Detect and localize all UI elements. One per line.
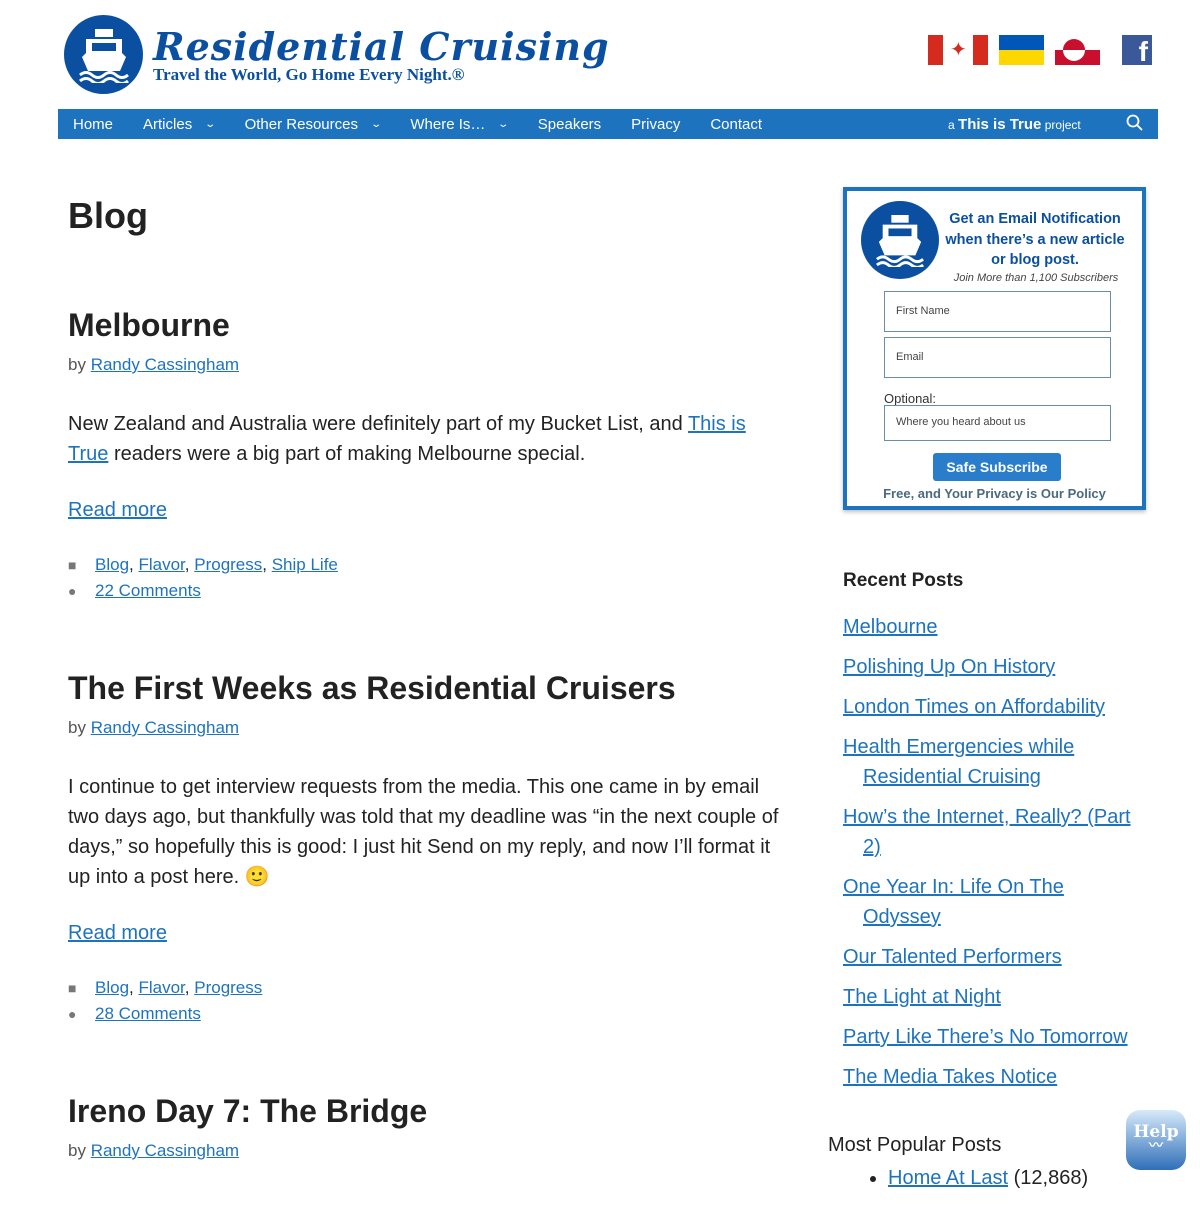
recent-post-link[interactable]: The Media Takes Notice — [843, 1066, 1058, 1088]
view-count: (12,868) — [1013, 1167, 1089, 1189]
nav-where-is[interactable] — [395, 109, 522, 139]
recent-post-link[interactable]: The Light at Night — [843, 986, 1001, 1008]
author-link[interactable]: Randy Cassingham — [90, 355, 240, 374]
recent-post-link[interactable]: London Times on Affordability — [843, 696, 1106, 718]
search-icon[interactable] — [1126, 114, 1144, 136]
nav-label: Other Resources — [244, 115, 358, 133]
nav-speakers[interactable] — [523, 109, 616, 139]
category-link[interactable]: Progress — [194, 978, 263, 997]
nav-label: Speakers — [537, 115, 602, 133]
byline-label: by — [68, 718, 86, 737]
nav-label: Home — [73, 115, 114, 133]
post — [68, 1091, 788, 1161]
email-input[interactable]: Email — [884, 337, 1111, 378]
maple-leaf-icon: ✦ — [950, 39, 967, 61]
ship-icon — [64, 15, 143, 94]
facebook-icon[interactable]: f — [1122, 35, 1152, 65]
folder-icon: ■ — [68, 557, 77, 573]
list-item — [888, 1163, 1088, 1193]
recent-post-link[interactable]: One Year In: Life On The Odyssey — [843, 876, 1064, 928]
nav-contact[interactable] — [695, 109, 777, 139]
heard-about-input[interactable]: Where you heard about us — [884, 405, 1111, 441]
nav-label: Where Is… — [410, 115, 486, 133]
signup-heading: Get an Email Notification when there’s a new article or blog post. — [945, 211, 1125, 268]
canada-flag-link[interactable] — [928, 35, 988, 65]
logo-title: Residential Cruising — [153, 23, 610, 69]
safe-subscribe-button[interactable]: Safe Subscribe — [933, 453, 1061, 481]
read-more-link[interactable]: Read more — [68, 499, 167, 521]
ukraine-flag-link[interactable] — [999, 35, 1044, 65]
email-signup-widget — [843, 187, 1146, 510]
nav-label: Articles — [143, 115, 193, 133]
help-button[interactable]: Help 〰 — [1126, 1110, 1186, 1170]
nav-other-resources[interactable] — [230, 109, 396, 139]
first-name-input[interactable]: First Name — [884, 291, 1111, 332]
folder-icon: ■ — [68, 980, 77, 996]
main-content — [68, 195, 788, 1221]
post: The First Weeks as Residential Cruisers by Randy Cassingham I continue to get interview requests from the media. This one came in by email two days ago, but thankfully was told that my deadline was “in the next couple of days,” so hopefully this is good: I just hit Send on my reply, and now I’ll format it up into a post here. 🙂 Read more ■ Blog, Flavor, Progress ● 28 Comments — [68, 668, 788, 1027]
post: Melbourne by Randy Cassingham New Zealand and Australia were definitely part of my Bucket List, and This is True readers were a big part of making Melbourne special. Read more ■ Blog, Flavor, Progress, Ship Life ● 22 Comments — [68, 305, 788, 604]
chevron-down-icon: ⌄ — [370, 118, 383, 130]
nav-articles[interactable] — [128, 109, 230, 139]
category-link[interactable]: Progress — [194, 555, 263, 574]
ship-icon — [861, 201, 939, 279]
post-title-link[interactable]: Ireno Day 7: The Bridge — [68, 1093, 428, 1129]
recent-posts-title: Recent Posts — [843, 570, 964, 591]
comments-link[interactable]: 22 Comments — [95, 581, 201, 600]
byline-label: by — [68, 1141, 86, 1160]
post-excerpt: I continue to get interview requests from the media. This one came in by email two days ago, but thankfully was told that my deadline was “in the next couple of days,” so hopefully this is good: I just hit Send on my reply, and now I’ll format it up into a post here. 🙂 — [68, 776, 779, 888]
popular-posts-title: Most Popular Posts — [828, 1134, 1002, 1156]
greenland-flag-link[interactable] — [1055, 35, 1100, 65]
popular-post-link[interactable]: Home At Last — [888, 1167, 1009, 1189]
author-link[interactable]: Randy Cassingham — [90, 1141, 240, 1160]
recent-post-link[interactable]: Health Emergencies while Residential Cruising — [843, 736, 1075, 788]
this-is-true-link[interactable]: This is True — [68, 413, 746, 465]
nav-label: Contact — [710, 115, 763, 133]
category-link[interactable]: Blog — [95, 978, 130, 997]
main-nav — [58, 109, 1158, 139]
post-title-link[interactable]: Melbourne — [68, 307, 230, 343]
category-link[interactable]: Blog — [95, 555, 130, 574]
recent-post-link[interactable]: Polishing Up On History — [843, 656, 1056, 678]
category-link[interactable]: Flavor — [138, 555, 185, 574]
popular-posts-widget — [828, 1134, 1088, 1193]
recent-post-link[interactable]: Melbourne — [843, 616, 938, 638]
author-link[interactable]: Randy Cassingham — [90, 718, 240, 737]
chevron-down-icon: ⌄ — [204, 118, 217, 130]
privacy-note: Free, and Your Privacy is Our Policy — [883, 486, 1106, 501]
recent-posts-widget — [843, 570, 1163, 1102]
post-title-link[interactable]: The First Weeks as Residential Cruisers — [68, 670, 676, 706]
signup-subheading: Join More than 1,100 Subscribers — [953, 272, 1119, 284]
recent-post-link[interactable]: Our Talented Performers — [843, 946, 1062, 968]
category-link[interactable]: Flavor — [138, 978, 185, 997]
optional-label: Optional: — [884, 391, 937, 406]
comments-icon: ● — [68, 583, 77, 599]
page-title: Blog — [68, 195, 148, 236]
post-excerpt: New Zealand and Australia were definitely part of my Bucket List, and This is True readers were a big part of making Melbourne special. — [68, 413, 746, 465]
logo-tagline: Travel the World, Go Home Every Night.® — [153, 64, 465, 84]
nav-home[interactable] — [58, 109, 128, 139]
site-logo[interactable] — [64, 15, 610, 94]
recent-post-link[interactable]: How’s the Internet, Really? (Part 2) — [843, 806, 1131, 858]
recent-post-link[interactable]: Party Like There’s No Tomorrow — [843, 1026, 1128, 1048]
comments-link[interactable]: 28 Comments — [95, 1004, 201, 1023]
chevron-down-icon: ⌄ — [497, 118, 510, 130]
this-is-true-project-link[interactable]: a This is True project — [948, 115, 1081, 133]
comments-icon: ● — [68, 1006, 77, 1022]
read-more-link[interactable]: Read more — [68, 922, 167, 944]
byline-label: by — [68, 355, 86, 374]
nav-privacy[interactable] — [616, 109, 695, 139]
nav-label: Privacy — [631, 115, 681, 133]
wave-icon: 〰 — [1149, 1138, 1163, 1154]
category-link[interactable]: Ship Life — [271, 555, 338, 574]
